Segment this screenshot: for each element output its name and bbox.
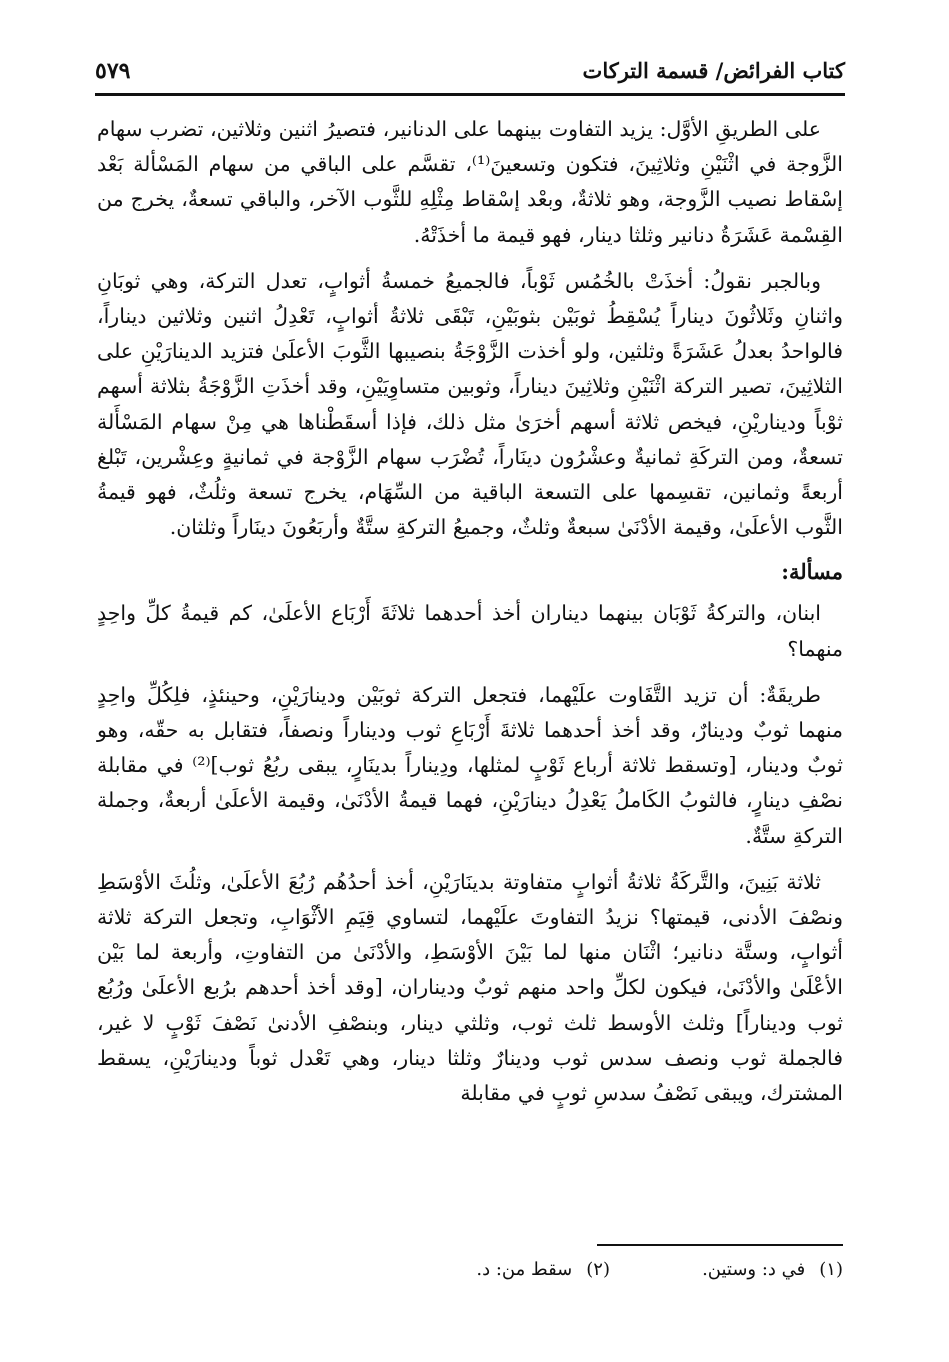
main-text — [97, 112, 843, 1122]
running-title: كتاب الفرائض/ قسمة التركات — [582, 58, 845, 83]
footnote-divider — [597, 1244, 843, 1246]
footnote-1 — [702, 1256, 843, 1284]
paragraph-algebra: وبالجبر نقولُ: أخذَتْ بالخُمُس ثَوْباً، فالجميعُ خمسةُ أثوابٍ، تعدل التركة، وهي ثوبَانِ واثنانِ وثَلاثُونَ ديناراً يُسْقِطُ ثوبَيْن بثوبَيْنِ، تَبْقَى ثلاثةُ أثوابٍ، تَعْدِلُ اثنين وثلاثين ديناراً، فالواحدُ بعدلُ عَشَرَةً وثلثين، ولو أخذت الزَّوْجَةُ بنصيبها الثَّوبَ الأعلَىٰ فتزيد الدينارَيْنِ على الثلاثِينَ، تصير التركة اثْنَيْنِ وثلاثِينَ ديناراً، وثوبين متساوِيَيْنِ، وقد أخذَتِ الزَّوْجَةُ بثلاثة أسهم ثوْباً وديناريْنِ، فيخص ثلاثة أسهم أخرَىٰ مثل ذلك، فإذا أسقَطْناها هي مِنْ سهام المَسْأَلة تسعةٌ، ومن التركَةِ ثمانيةٌ وعشْرُون دينَاراً، تُضْرَب سهام الزَّوْجة في ثمانيةٍ وعِشْرين، تَبْلغ أربعةً وثمانين، تقسِمها على التسعة الباقية من السِّهَام، يخرج تسعة وثلُثٌ، فهو قيمةُ الثَّوب الأعلَىٰ، وقيمة الأدْنَىٰ سبعةٌ وثلثٌ، وجميعُ التركةِ ستَّةٌ وأربَعُونَ دينَاراً وثلثان. — [97, 268, 843, 540]
paragraph-problem: ابنان، والتركةُ ثَوْبَان بينهما ديناران أخذ أحدهما ثلاثَةَ أَرْبَاع الأعلَىٰ، كم قيمةُ كلِّ واحِدٍ منهما؟ — [97, 601, 843, 661]
footnote-2-text: سقط من: د. — [476, 1259, 573, 1280]
page-number: ٥٧٩ — [95, 58, 131, 84]
footnote-1-text: في د: وستين. — [702, 1259, 806, 1280]
paragraph-three-sons: ثلاثة بَنِينَ، والتَّركَةُ ثلاثةُ أثوابٍ متفاوتة بدينَارَيْنِ، أخذ أحدُهُم رُبُعَ الأعلَىٰ، وثلُثَ الأوْسَطِ ونصْفَ الأدنى، قيمتها؟ نزيدُ التفاوتَ علَيْهما، لتساوي قِيَمِ الأثْوَابِ، وتجعل التركة ثلاثة أثوابٍ، وستَّة دنانير؛ اثْنَان منها لما بَيْنَ الأوْسَطِ، والأدْنَىٰ من التفاوتِ، وأربعة لما بَيْن الأعْلَىٰ والأدْنَىٰ، فيكون لكلِّ واحد منهم ثوبٌ وديناران، [وقد أخذ أحدهم برُبع الأعلَىٰ ورُبُع ثوب وديناراً] وثلث الأوسط ثلث ثوب، وثلثي دينار، وبنصْفِ الأدنىٰ نَصْفَ ثَوْبٍ لا غير، فالجملة ثوب ونصف سدس ثوب ودينارٌ وثلثا دينار، وهي تَعْدل ثوباً ودينارَيْنِ، يسقط المشترك، ويبقى نَصْفُ سدسِ ثوبٍ في مقابلة — [97, 869, 843, 1106]
footnote-2 — [476, 1256, 610, 1284]
section-heading: مسألة: — [781, 559, 843, 585]
footnote-2-number: (٢) — [586, 1259, 610, 1280]
footnote-1-number: (١) — [819, 1259, 843, 1280]
footnotes — [330, 1256, 843, 1286]
paragraph-first-method: على الطريقِ الأوَّل: يزيد التفاوت بينهما على الدنانير، فتصيرُ اثنين وثلاثين، تضرب سهام الزَّوجة في اثْنَيْنِ وثلاثِينَ، فتكون وتسعينَ⁽¹⁾، تقسَّم على الباقي من سهام المَسْألة بَعْد إسْقاط نصيب الزَّوجة، وهو ثلاثةٌ، وبعْد إسْقاط مِثْلِهِ للثَّوب الآخر، والباقي تسعةٌ، يخرج من القِسْمة عَشَرَةُ دنانير وثلثا دينار، فهو قيمة ما أخذَتْهُ. — [97, 117, 843, 247]
page-header — [95, 52, 845, 92]
header-divider — [95, 93, 845, 96]
paragraph-method: طريقَةٌ: أن تزيد التَّفَاوت علَيْهما، فتجعل التركة ثوبَيْن ودينارَيْنِ، وحينئذٍ، فلِكُلِّ واحِدٍ منهما ثوبٌ ودينارٌ، وقد أخذ أحدهما ثلاثةَ أَرْبَاعِ ثوب وديناراً ونصفاً، فتقابل به حقّه، وهو ثوبٌ ودينار، [وتسقط ثلاثة أرباع ثَوْبٍ لمثلها، ودِيناراً بدينَارٍ، يبقى ربُعُ ثوب]⁽²⁾ في مقابلة نصْفِ دينارٍ، فالثوبُ الكَاملُ يَعْدِلُ دينارَيْنِ، فهما قيمةُ الأدْنَىٰ، وقيمة الأعلَىٰ أربعةٌ، وجملة التركةِ ستَّةٌ. — [97, 682, 843, 848]
